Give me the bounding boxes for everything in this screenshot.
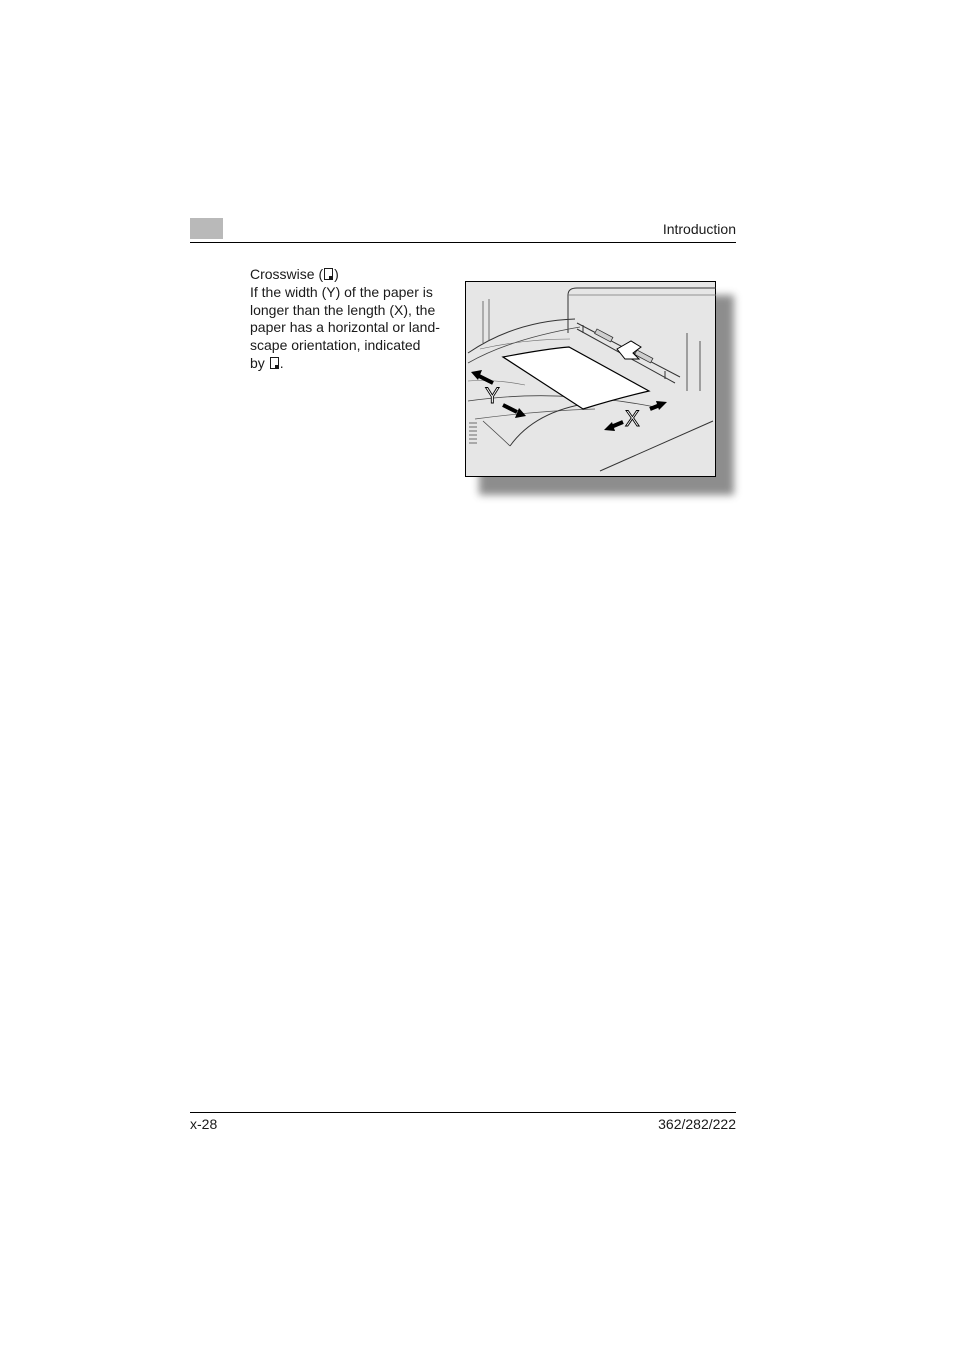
crosswise-paper-icon bbox=[324, 268, 333, 280]
section-title: Introduction bbox=[662, 221, 736, 237]
tray-drawing bbox=[465, 281, 716, 477]
paper-tray-illustration bbox=[465, 281, 716, 477]
description-block bbox=[250, 266, 450, 373]
label-y: Y bbox=[485, 383, 500, 408]
last-line-prefix: by bbox=[250, 354, 269, 371]
body-line: longer than the length (X), the bbox=[250, 301, 436, 318]
model-numbers: 362/282/222 bbox=[658, 1116, 736, 1132]
body-line: paper has a horizontal or land- bbox=[250, 319, 440, 336]
body-line-last bbox=[250, 355, 450, 373]
body-line: scape orientation, indicated bbox=[250, 337, 421, 354]
heading-suffix: ) bbox=[334, 266, 339, 282]
last-line-suffix: . bbox=[279, 354, 284, 371]
header-rule bbox=[190, 242, 736, 243]
footer-rule bbox=[190, 1112, 736, 1113]
heading-line bbox=[250, 266, 450, 284]
crosswise-paper-icon bbox=[270, 357, 279, 369]
body-line: If the width (Y) of the paper is bbox=[250, 283, 433, 300]
page-number: x-28 bbox=[190, 1116, 218, 1132]
chapter-tab bbox=[190, 218, 223, 239]
heading-prefix: Crosswise ( bbox=[250, 266, 324, 282]
label-x: X bbox=[625, 406, 640, 431]
